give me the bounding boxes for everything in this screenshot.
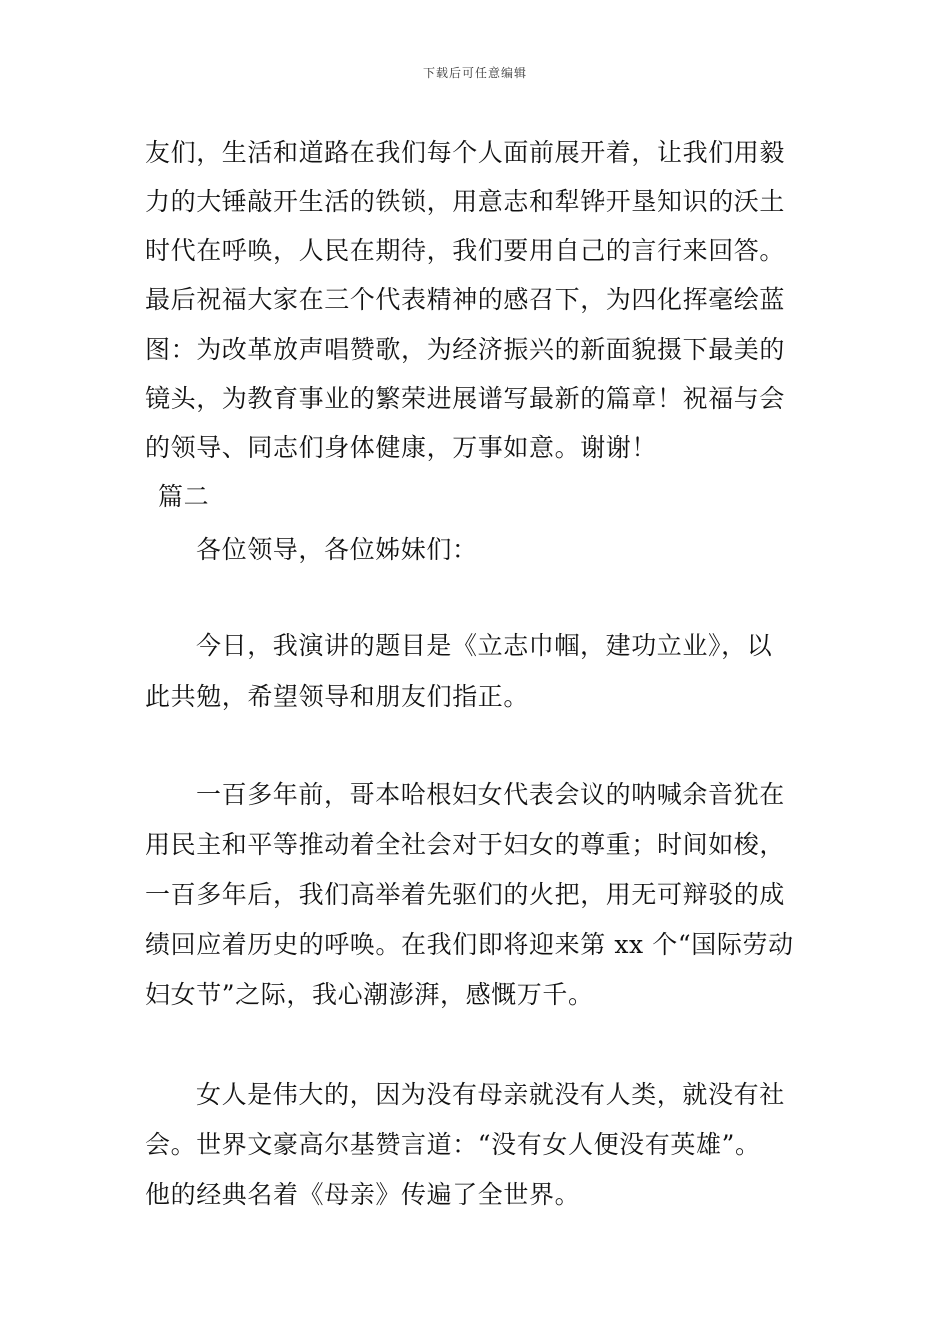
text-line: 一百多年后，我们高举着先驱们的火把，用无可辩驳的成 [145,880,786,909]
text-line: 最后祝福大家在三个代表精神的感召下，为四化挥毫绘蓝 [145,285,786,314]
page-header: 下载后可任意编辑 [422,66,527,80]
text-line: 友们，生活和道路在我们每个人面前展开着，让我们用毅 [145,138,786,167]
text-line: 此共勉，希望领导和朋友们指正。 [145,682,530,711]
text-line: 绩回应着历史的呼唤。在我们即将迎来第 xx 个“国际劳动 [145,930,794,959]
text-line: 用民主和平等推动着全社会对于妇女的尊重；时间如梭， [145,830,786,859]
text-line: 女人是伟大的，因为没有母亲就没有人类，就没有社 [196,1080,785,1109]
text-line: 一百多年前，哥本哈根妇女代表会议的呐喊余音犹在 [196,780,785,809]
text-line: 力的大锤敲开生活的铁锁，用意志和犁铧开垦知识的沃土 [145,187,786,216]
text-line: 他的经典名着《母亲》传遍了全世界。 [145,1180,581,1209]
text-line: 会。世界文豪高尔基赞言道：“没有女人便没有英雄”。 [145,1130,761,1159]
text-line: 今日，我演讲的题目是《立志巾帼，建功立业》，以 [196,631,773,660]
text-line: 时代在呼唤，人民在期待，我们要用自己的言行来回答。 [145,236,786,265]
section-heading: 篇二 [158,482,210,511]
greeting-line: 各位领导，各位姊妹们： [196,535,478,564]
text-line: 的领导、同志们身体健康，万事如意。谢谢！ [145,433,658,462]
text-line: 镜头，为教育事业的繁荣进展谱写最新的篇章！祝福与会 [145,384,786,413]
text-line: 妇女节”之际，我心潮澎湃，感慨万千。 [145,980,594,1009]
text-line: 图：为改革放声唱赞歌，为经济振兴的新面貌摄下最美的 [145,335,786,364]
